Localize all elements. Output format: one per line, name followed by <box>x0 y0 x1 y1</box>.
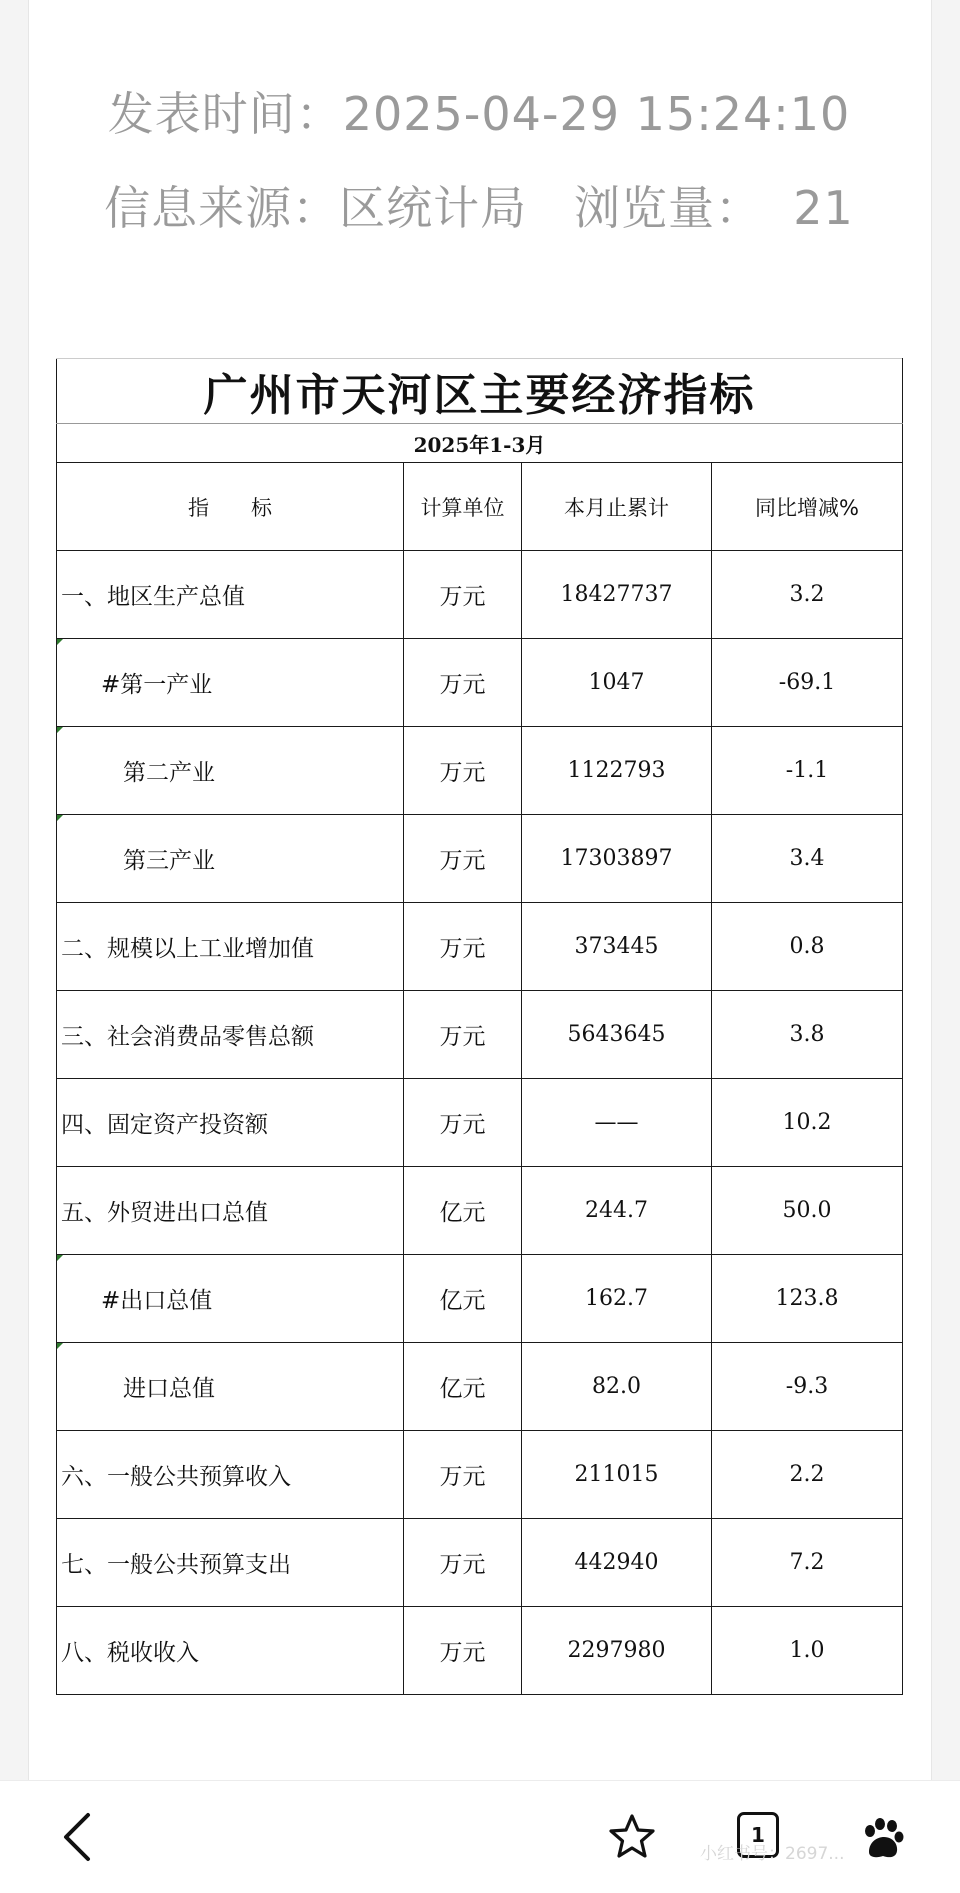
unit-cell: 万元 <box>404 639 522 727</box>
table-row <box>57 1607 903 1695</box>
cell-comment-marker <box>57 1343 63 1349</box>
header-yoy-change: 同比增减% <box>712 463 903 551</box>
indicator-name <box>57 1431 404 1519</box>
unit-cell: 万元 <box>404 991 522 1079</box>
cumulative-value-cell: 211015 <box>522 1431 712 1519</box>
table-header-row <box>57 463 903 551</box>
yoy-change-cell: 2.2 <box>712 1431 903 1519</box>
table-row <box>57 727 903 815</box>
unit-cell: 万元 <box>404 551 522 639</box>
indicator-name <box>57 1255 404 1343</box>
cumulative-value-cell: 244.7 <box>522 1167 712 1255</box>
cumulative-value-cell: 373445 <box>522 903 712 991</box>
indicator-name <box>57 1167 404 1255</box>
indicator-table-container <box>56 358 902 1695</box>
cumulative-value-cell: 1047 <box>522 639 712 727</box>
unit-cell: 万元 <box>404 815 522 903</box>
yoy-change-cell: 123.8 <box>712 1255 903 1343</box>
unit-cell: 万元 <box>404 1519 522 1607</box>
table-row <box>57 1255 903 1343</box>
table-row <box>57 1519 903 1607</box>
back-button[interactable] <box>52 1807 102 1867</box>
indicator-name <box>57 639 404 727</box>
back-arrow-icon <box>60 1811 94 1863</box>
table-row <box>57 815 903 903</box>
table-period: 2025年1-3月 <box>57 424 903 463</box>
more-button[interactable] <box>856 1813 908 1865</box>
unit-cell: 亿元 <box>404 1255 522 1343</box>
yoy-change-cell: 3.8 <box>712 991 903 1079</box>
cumulative-value-cell: 17303897 <box>522 815 712 903</box>
yoy-change-cell: 50.0 <box>712 1167 903 1255</box>
favorite-button[interactable] <box>604 1809 660 1865</box>
yoy-change-cell: 10.2 <box>712 1079 903 1167</box>
table-row <box>57 1343 903 1431</box>
header-cumulative: 本月止累计 <box>522 463 712 551</box>
bottom-navigation-bar <box>0 1780 960 1893</box>
table-row <box>57 903 903 991</box>
yoy-change-cell: 7.2 <box>712 1519 903 1607</box>
indicator-name <box>57 551 404 639</box>
tab-count: 1 <box>751 1823 765 1847</box>
indicator-name-text: #出口总值 <box>101 1288 213 1314</box>
indicator-name-text: 第三产业 <box>123 848 215 874</box>
cumulative-value-cell: 18427737 <box>522 551 712 639</box>
yoy-change-cell: -9.3 <box>712 1343 903 1431</box>
table-row <box>57 1079 903 1167</box>
header-indicator: 指 标 <box>57 463 404 551</box>
cumulative-value-cell: —— <box>522 1079 712 1167</box>
cumulative-value-cell: 2297980 <box>522 1607 712 1695</box>
indicator-name <box>57 727 404 815</box>
yoy-change-cell: -1.1 <box>712 727 903 815</box>
indicator-name-text: 四、固定资产投资额 <box>61 1112 268 1138</box>
table-row <box>57 551 903 639</box>
cumulative-value-cell: 82.0 <box>522 1343 712 1431</box>
cell-comment-marker <box>57 727 63 733</box>
indicator-name <box>57 1607 404 1695</box>
cell-comment-marker <box>57 639 63 645</box>
watermark-text: 小红书号：2697... <box>700 1844 845 1864</box>
indicator-name <box>57 1519 404 1607</box>
unit-cell: 万元 <box>404 903 522 991</box>
indicator-name-text: #第一产业 <box>101 672 213 698</box>
unit-cell: 亿元 <box>404 1343 522 1431</box>
unit-cell: 万元 <box>404 1607 522 1695</box>
table-row <box>57 991 903 1079</box>
table-title: 广州市天河区主要经济指标 <box>57 359 903 424</box>
cell-comment-marker <box>57 1255 63 1261</box>
cumulative-value-cell: 5643645 <box>522 991 712 1079</box>
indicator-name <box>57 991 404 1079</box>
cell-comment-marker <box>57 815 63 821</box>
indicator-name-text: 二、规模以上工业增加值 <box>61 936 314 962</box>
table-row <box>57 1431 903 1519</box>
unit-cell: 亿元 <box>404 1167 522 1255</box>
unit-cell: 万元 <box>404 1431 522 1519</box>
indicator-name-text: 一、地区生产总值 <box>61 584 245 610</box>
header-unit: 计算单位 <box>404 463 522 551</box>
paw-icon <box>859 1816 905 1862</box>
indicator-name <box>57 815 404 903</box>
indicator-name <box>57 1343 404 1431</box>
unit-cell: 万元 <box>404 1079 522 1167</box>
source-and-views: 信息来源：区统计局 浏览量： 21 <box>104 181 854 235</box>
indicator-name-text: 五、外贸进出口总值 <box>61 1200 268 1226</box>
publish-time: 发表时间：2025-04-29 15:24:10 <box>107 87 851 141</box>
indicator-name-text: 六、一般公共预算收入 <box>61 1464 291 1490</box>
indicator-name <box>57 1079 404 1167</box>
star-icon <box>607 1812 657 1862</box>
yoy-change-cell: -69.1 <box>712 639 903 727</box>
cumulative-value-cell: 1122793 <box>522 727 712 815</box>
cumulative-value-cell: 162.7 <box>522 1255 712 1343</box>
table-row <box>57 639 903 727</box>
indicator-name-text: 八、税收收入 <box>61 1640 199 1666</box>
yoy-change-cell: 0.8 <box>712 903 903 991</box>
indicator-table <box>56 358 903 1695</box>
indicator-name-text: 进口总值 <box>123 1376 215 1402</box>
yoy-change-cell: 3.2 <box>712 551 903 639</box>
cumulative-value-cell: 442940 <box>522 1519 712 1607</box>
indicator-name-text: 三、社会消费品零售总额 <box>61 1024 314 1050</box>
indicator-name-text: 第二产业 <box>123 760 215 786</box>
unit-cell: 万元 <box>404 727 522 815</box>
yoy-change-cell: 3.4 <box>712 815 903 903</box>
table-row <box>57 1167 903 1255</box>
indicator-name <box>57 903 404 991</box>
indicator-name-text: 七、一般公共预算支出 <box>61 1552 291 1578</box>
yoy-change-cell: 1.0 <box>712 1607 903 1695</box>
